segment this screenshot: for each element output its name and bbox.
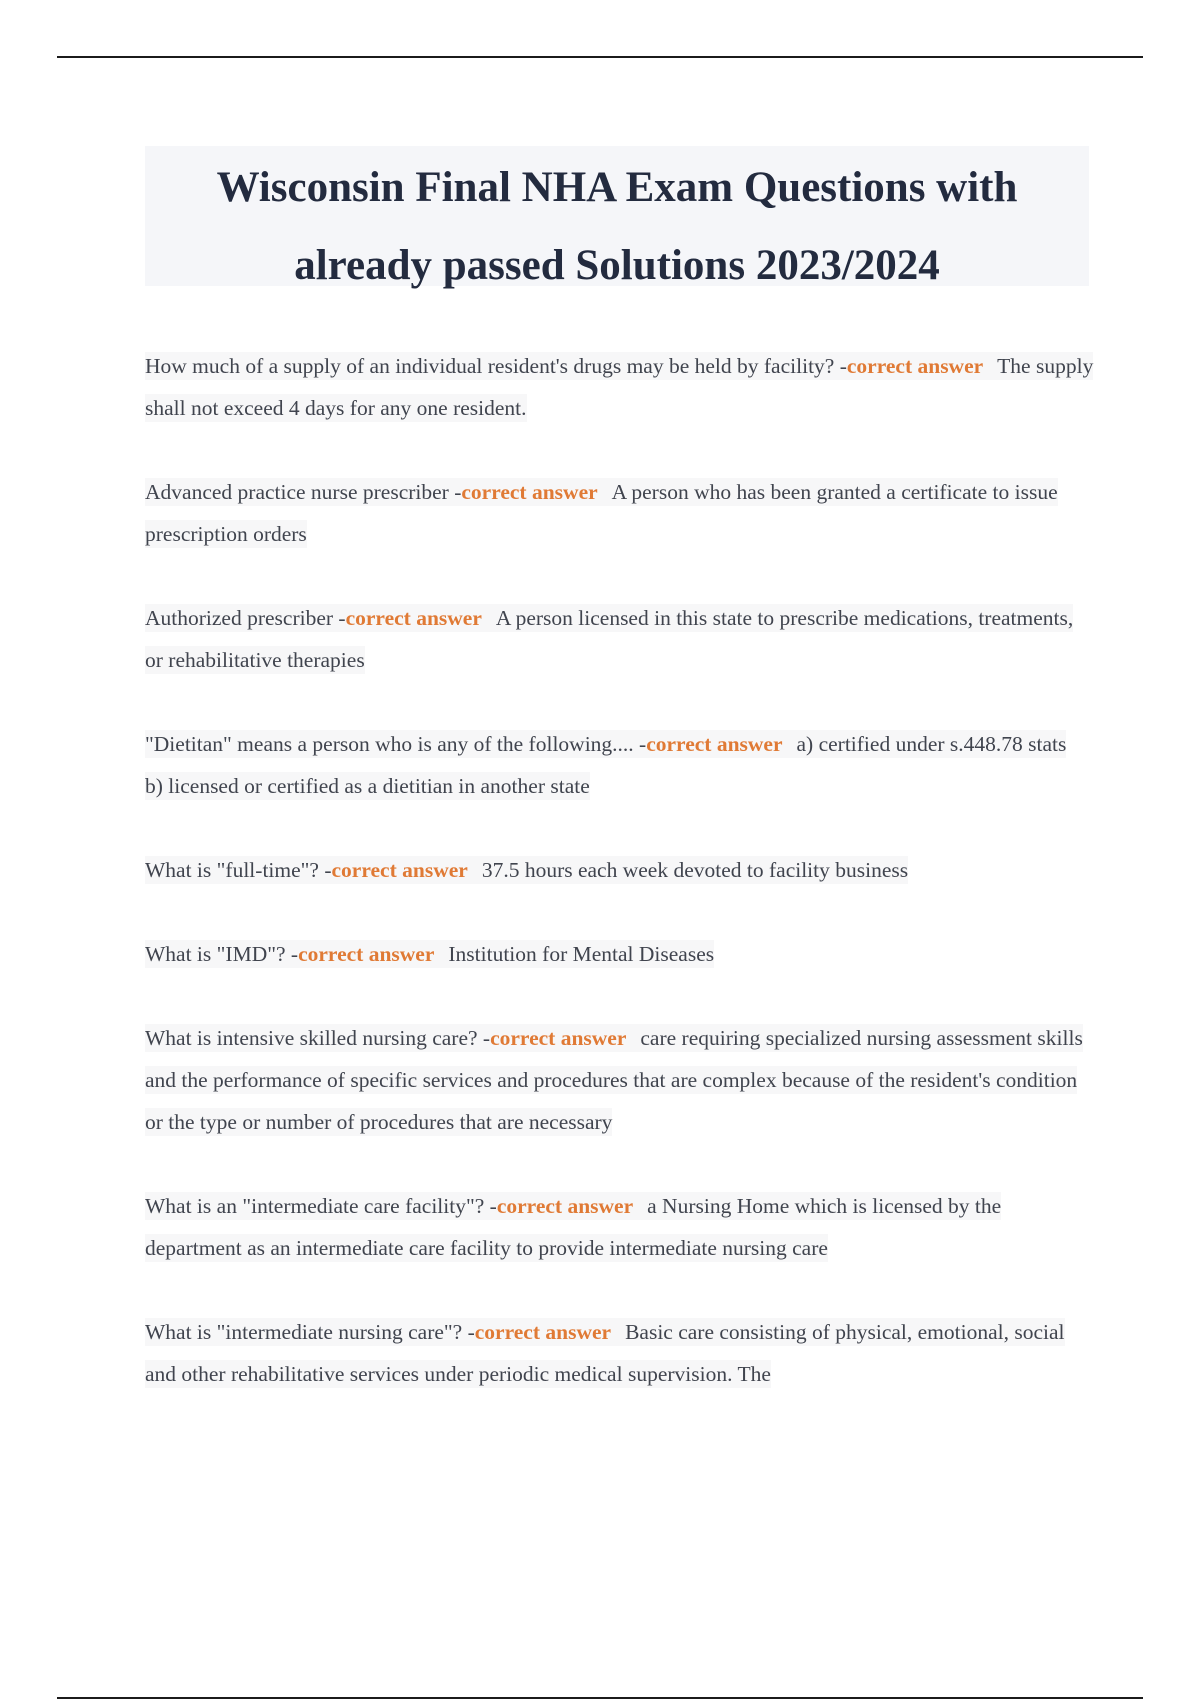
question-text: What is "full-time"? - [145,858,332,882]
question-text: "Dietitan" means a person who is any of the following.... - [145,732,647,756]
qa-item-text [145,604,1073,674]
correct-answer-marker: correct answer [490,1026,627,1050]
answer-text: care requiring specialized nursing assessment skills and the performance of specific services and procedures that are complex because of the resident's condition or the type or number of procedures that are necessary [145,1026,1083,1134]
correct-answer-marker: correct answer [461,480,598,504]
correct-answer-marker: correct answer [846,354,984,378]
answer-text: a) certified under s.448.78 stats [796,732,1067,756]
qa-item [145,597,1095,681]
qa-item-text [145,1024,1083,1136]
question-text: Authorized prescriber - [145,606,346,630]
correct-answer-marker: correct answer [496,1194,634,1218]
qa-item-text [145,940,714,968]
answer-text: b) licensed or certified as a dietitian in another state [145,774,590,798]
qa-item [145,471,1095,555]
answer-text: Basic care consisting of physical, emotional, social and other rehabilitative services under periodic medical supervision. The [145,1320,1065,1386]
correct-answer-marker: correct answer [345,606,482,630]
qa-item [145,849,1095,891]
question-text: What is "IMD"? - [145,942,299,966]
question-text: What is intensive skilled nursing care? - [145,1026,491,1050]
bottom-rule [57,1697,1143,1699]
qa-item [145,345,1095,429]
answer-text: The supply shall not exceed 4 days for any one resident. [145,354,1094,420]
qa-item-text [145,352,1093,422]
answer-text: Institution for Mental Diseases [448,942,715,966]
question-text: What is "intermediate nursing care"? - [145,1320,475,1344]
answer-text: A person who has been granted a certificate to issue prescription orders [145,480,1058,546]
question-text: Advanced practice nurse prescriber - [145,480,462,504]
answer-text: a Nursing Home which is licensed by the department as an intermediate care facility to provide intermediate nursing care [145,1194,1002,1260]
qa-item-text [145,478,1058,548]
title-line-2: already passed Solutions 2023/2024 [294,242,940,289]
correct-answer-marker: correct answer [298,942,435,966]
correct-answer-marker: correct answer [331,858,468,882]
title-line-1: Wisconsin Final NHA Exam Questions with [216,164,1018,211]
question-text: How much of a supply of an individual resident's drugs may be held by facility? - [145,354,847,378]
answer-text: 37.5 hours each week devoted to facility business [481,858,909,882]
qa-item-text [145,856,908,884]
correct-answer-marker: correct answer [474,1320,612,1344]
correct-answer-marker: correct answer [646,732,783,756]
qa-item [145,933,1095,975]
qa-item-text [145,1318,1065,1388]
qa-item-text [145,730,1066,800]
qa-list [145,345,1095,1437]
question-text: What is an "intermediate care facility"? - [145,1194,497,1218]
qa-item [145,1017,1095,1143]
qa-item [145,1311,1095,1395]
document-title [145,146,1089,289]
qa-item [145,1185,1095,1269]
qa-item-text [145,1192,1001,1262]
top-rule [57,56,1143,58]
answer-text: A person licensed in this state to prescribe medications, treatments, or rehabilitative therapies [145,606,1074,672]
qa-item [145,723,1095,807]
